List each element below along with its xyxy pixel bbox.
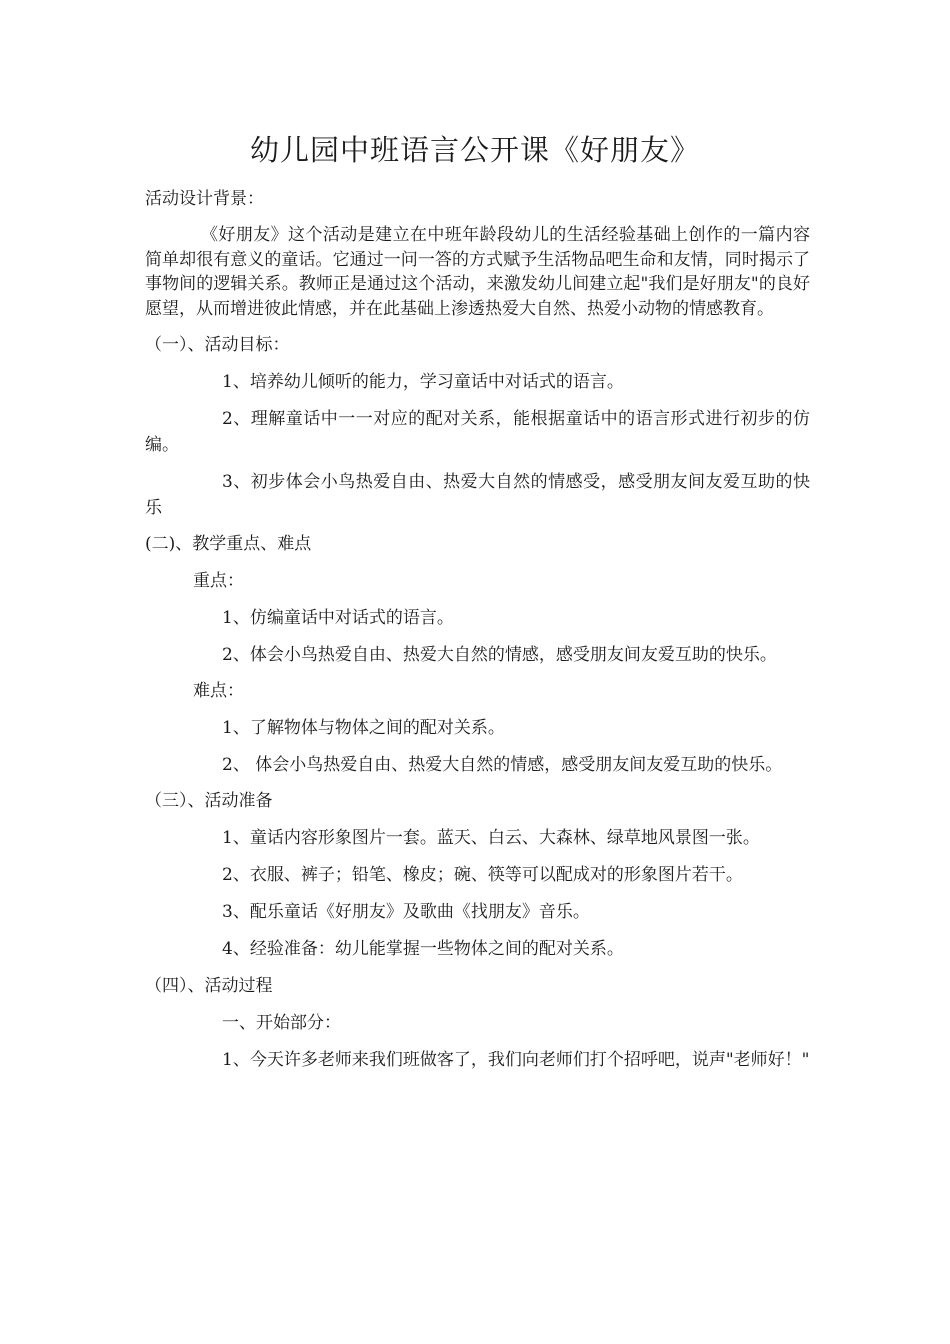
prep-item-2: 2、衣服、裤子；铅笔、橡皮；碗、筷等可以配成对的形象图片若干。: [222, 865, 743, 886]
section1-item-1: 1、培养幼儿倾听的能力，学习童话中对话式的语言。: [222, 372, 624, 393]
difficult-points-label: 难点：: [193, 681, 244, 702]
difficult-point-2: 2、 体会小鸟热爱自由、热爱大自然的情感，感受朋友间友爱互助的快乐。: [222, 755, 783, 776]
background-heading: 活动设计背景：: [145, 189, 264, 209]
prep-item-1: 1、童话内容形象图片一套。蓝天、白云、大森林、绿草地风景图一张。: [222, 828, 760, 849]
section1-heading: （一）、活动目标：: [145, 335, 290, 356]
prep-item-4: 4、经验准备：幼儿能掌握一些物体之间的配对关系。: [222, 939, 624, 960]
section2-heading: (二)、教学重点、难点: [145, 534, 312, 555]
document-body: [145, 187, 810, 1073]
difficult-point-1: 1、了解物体与物体之间的配对关系。: [222, 718, 505, 739]
key-point-1: 1、仿编童话中对话式的语言。: [222, 608, 454, 629]
section1-item-3: 3、初步体会小鸟热爱自由、热爱大自然的情感受，感受朋友间友爱互助的快乐: [145, 472, 810, 519]
key-points-label: 重点：: [193, 571, 244, 592]
document-title: 幼儿园中班语言公开课《好朋友》: [249, 133, 700, 167]
section1-item-2: 2、理解童话中一一对应的配对关系，能根据童话中的语言形式进行初步的仿编。: [145, 409, 810, 456]
background-paragraph: 《好朋友》这个活动是建立在中班年龄段幼儿的生活经验基础上创作的一篇内容简单却很有意义的童话。它通过一问一答的方式赋予生活物品吧生命和友情，同时揭示了事物间的逻辑关系。教师正是通过这个活动，来激发幼儿间建立起"我们是好朋友"的良好愿望，从而增进彼此情感，并在此基础上渗透热爱大自然、热爱小动物的情感教育。: [145, 225, 810, 319]
prep-item-3: 3、配乐童话《好朋友》及歌曲《找朋友》音乐。: [222, 902, 590, 923]
section4-heading: （四）、活动过程: [145, 976, 273, 997]
part1-label: 一、开始部分：: [222, 1013, 341, 1034]
part1-item-1: 1、今天许多老师来我们班做客了，我们向老师们打个招呼吧，说声"老师好！": [222, 1050, 810, 1071]
key-point-2: 2、体会小鸟热爱自由、热爱大自然的情感，感受朋友间友爱互助的快乐。: [222, 645, 777, 666]
section3-heading: （三）、活动准备: [145, 791, 273, 812]
